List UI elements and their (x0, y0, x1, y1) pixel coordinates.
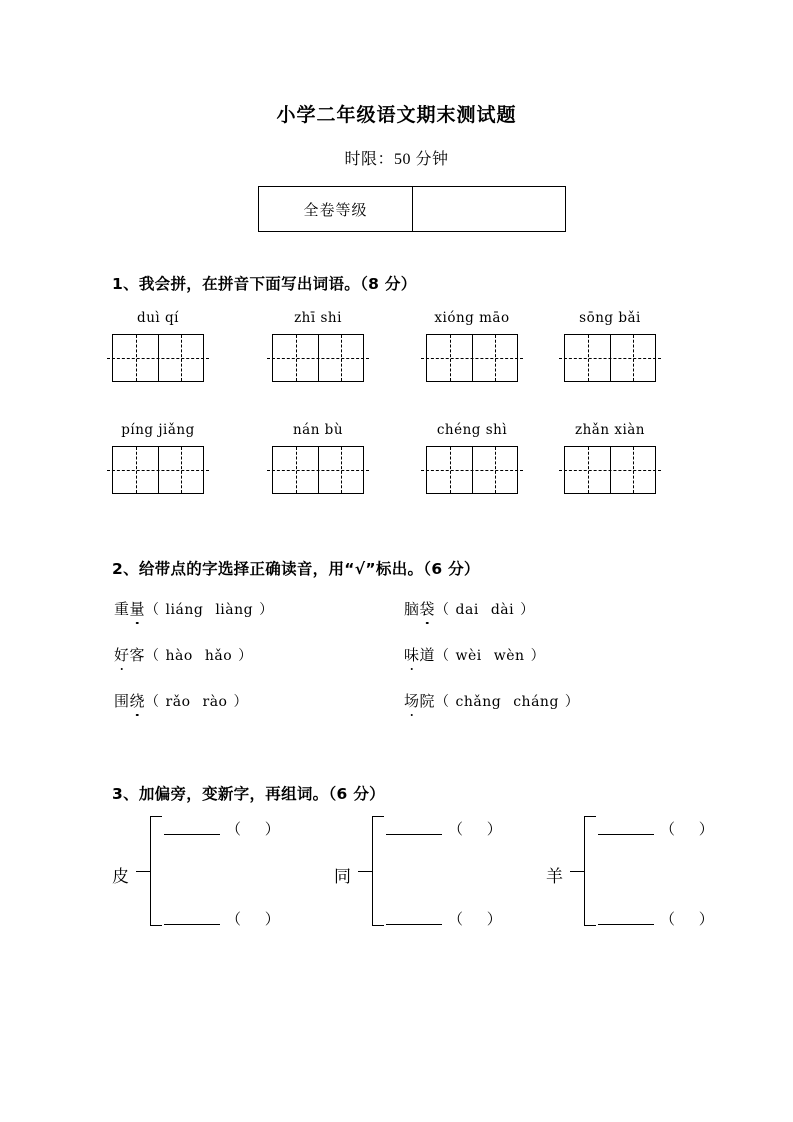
grid-dashed-vertical-right (633, 447, 634, 493)
open-paren: （ (145, 694, 160, 710)
tian-zi-ge-writing-box[interactable] (272, 446, 364, 494)
bracket-stem (570, 871, 584, 872)
word-character: 脑 (404, 602, 420, 618)
pronunciation-item[interactable] (404, 644, 545, 665)
close-paren: ） (233, 694, 248, 710)
grid-dashed-vertical-right (495, 335, 496, 381)
grid-dashed-horizontal (267, 358, 369, 359)
pinyin-label: sōng bǎi (579, 310, 641, 326)
grade-table-value[interactable] (413, 187, 565, 231)
pronunciation-word (404, 644, 435, 665)
open-paren: （ (145, 602, 160, 618)
open-paren: （ (435, 648, 450, 664)
pronunciation-option[interactable]: dài (490, 602, 515, 618)
word-answer-paren-bottom[interactable]: （ ） (226, 912, 290, 928)
pronunciation-options (435, 602, 535, 618)
grid-dashed-vertical-right (341, 335, 342, 381)
close-paren: ） (530, 648, 546, 664)
pronunciation-item[interactable] (114, 598, 274, 619)
pronunciation-option[interactable]: wèn (493, 648, 525, 664)
word-answer-paren-top[interactable]: （ ） (660, 822, 724, 838)
open-paren: （ (435, 694, 450, 710)
pronunciation-option[interactable]: rǎo (165, 694, 191, 710)
pronunciation-option[interactable]: hǎo (204, 648, 233, 664)
pinyin-label: píng jiǎng (121, 422, 195, 438)
word-answer-paren-bottom[interactable]: （ ） (660, 912, 724, 928)
pronunciation-word (114, 598, 145, 619)
grid-dashed-vertical-left (136, 447, 137, 493)
grid-dashed-vertical-right (181, 335, 182, 381)
grade-table-label: 全卷等级 (259, 187, 413, 231)
tian-zi-ge-writing-box[interactable] (426, 446, 518, 494)
base-character: 同 (334, 867, 351, 886)
grid-dashed-vertical-left (450, 335, 451, 381)
dotted-character: 场 (404, 690, 420, 711)
new-character-blank-bottom[interactable] (386, 924, 442, 925)
close-paren: ） (238, 648, 253, 664)
pinyin-label: zhǎn xiàn (574, 422, 646, 438)
new-character-blank-bottom[interactable] (164, 924, 220, 925)
radical-group (334, 812, 524, 930)
grid-dashed-vertical-right (495, 447, 496, 493)
dotted-character: 袋 (420, 598, 436, 619)
pinyin-item (564, 420, 656, 494)
pinyin-label: chéng shì (436, 422, 508, 438)
word-character: 道 (419, 648, 436, 664)
pinyin-item (112, 308, 204, 382)
pronunciation-option[interactable]: chǎng (455, 694, 502, 710)
new-character-blank-bottom[interactable] (598, 924, 654, 925)
pinyin-item (426, 308, 518, 382)
pronunciation-option[interactable]: liàng (215, 602, 254, 618)
dotted-character: 味 (404, 644, 420, 665)
grid-dashed-vertical-right (341, 447, 342, 493)
pronunciation-item[interactable] (404, 690, 579, 711)
grid-dashed-vertical-left (588, 447, 589, 493)
pinyin-item (272, 308, 364, 382)
tian-zi-ge-writing-box[interactable] (112, 446, 204, 494)
dotted-character: 量 (130, 598, 146, 619)
pinyin-item (426, 420, 518, 494)
new-character-blank-top[interactable] (598, 834, 654, 835)
pronunciation-word (404, 690, 435, 711)
word-answer-paren-top[interactable]: （ ） (226, 822, 290, 838)
word-character: 围 (114, 694, 130, 710)
pronunciation-options (145, 648, 253, 664)
tian-zi-ge-writing-box[interactable] (564, 334, 656, 382)
grade-table (258, 186, 566, 232)
pronunciation-option[interactable]: cháng (513, 694, 559, 710)
pronunciation-item[interactable] (114, 690, 248, 711)
bracket-stem (136, 871, 150, 872)
pronunciation-options (145, 602, 274, 618)
new-character-blank-top[interactable] (164, 834, 220, 835)
word-character: 客 (129, 648, 146, 664)
radical-group (546, 812, 736, 930)
open-paren: （ (435, 602, 450, 618)
pinyin-label: nán bù (292, 422, 344, 438)
add-radical-area (112, 812, 732, 932)
grid-dashed-horizontal (559, 470, 661, 471)
grid-dashed-vertical-left (296, 335, 297, 381)
base-character: 羊 (546, 867, 563, 886)
tian-zi-ge-writing-box[interactable] (564, 446, 656, 494)
pronunciation-word (114, 644, 145, 665)
question-3-heading: 3、加偏旁，变新字，再组词。（6 分） (112, 785, 385, 803)
grid-dashed-vertical-left (296, 447, 297, 493)
pronunciation-item[interactable] (404, 598, 535, 619)
word-answer-paren-bottom[interactable]: （ ） (448, 912, 512, 928)
bracket (584, 816, 596, 926)
pronunciation-options (435, 648, 545, 664)
bracket (372, 816, 384, 926)
grid-dashed-horizontal (107, 358, 209, 359)
pinyin-label: xióng māo (434, 310, 510, 326)
grid-dashed-vertical-right (633, 335, 634, 381)
close-paren: ） (564, 694, 580, 710)
word-character: 院 (419, 694, 436, 710)
pronunciation-option[interactable]: hào (165, 648, 193, 664)
time-limit-text: 时限：50 分钟 (344, 151, 449, 168)
pinyin-item (272, 420, 364, 494)
pronunciation-options (435, 694, 579, 710)
grid-dashed-horizontal (559, 358, 661, 359)
word-character: 重 (114, 602, 130, 618)
grid-dashed-horizontal (421, 470, 523, 471)
tian-zi-ge-writing-box[interactable] (112, 334, 204, 382)
bracket (150, 816, 162, 926)
grid-dashed-vertical-right (181, 447, 182, 493)
grid-dashed-vertical-left (136, 335, 137, 381)
dotted-character: 绕 (130, 690, 146, 711)
pronunciation-option[interactable]: liáng (165, 602, 204, 618)
page-title: 小学二年级语文期末测试题 (276, 104, 517, 126)
grid-dashed-vertical-left (588, 335, 589, 381)
pronunciation-option[interactable]: dai (455, 602, 479, 618)
pronunciation-options (145, 694, 248, 710)
base-character: 皮 (112, 867, 129, 886)
close-paren: ） (520, 602, 535, 618)
pinyin-label: duì qí (137, 310, 179, 326)
tian-zi-ge-writing-box[interactable] (426, 334, 518, 382)
pinyin-row-1 (112, 308, 712, 393)
pinyin-item (112, 420, 204, 494)
grid-dashed-horizontal (421, 358, 523, 359)
pinyin-label: zhī shi (294, 310, 342, 326)
pronunciation-item[interactable] (114, 644, 253, 665)
grid-dashed-vertical-left (450, 447, 451, 493)
pinyin-row-2 (112, 420, 712, 505)
open-paren: （ (145, 648, 160, 664)
dotted-character: 好 (114, 644, 130, 665)
grid-dashed-horizontal (107, 470, 209, 471)
new-character-blank-top[interactable] (386, 834, 442, 835)
pronunciation-word (404, 598, 435, 619)
grid-dashed-horizontal (267, 470, 369, 471)
tian-zi-ge-writing-box[interactable] (272, 334, 364, 382)
question-1-heading: 1、我会拼，在拼音下面写出词语。（8 分） (112, 275, 417, 293)
pronunciation-option[interactable]: wèi (455, 648, 482, 664)
bracket-stem (358, 871, 372, 872)
close-paren: ） (259, 602, 274, 618)
question-2-heading: 2、给带点的字选择正确读音，用“√”标出。（6 分） (112, 560, 480, 578)
word-answer-paren-top[interactable]: （ ） (448, 822, 512, 838)
pronunciation-option[interactable]: rào (202, 694, 228, 710)
radical-group (112, 812, 302, 930)
pronunciation-word (114, 690, 145, 711)
pinyin-item (564, 308, 656, 382)
